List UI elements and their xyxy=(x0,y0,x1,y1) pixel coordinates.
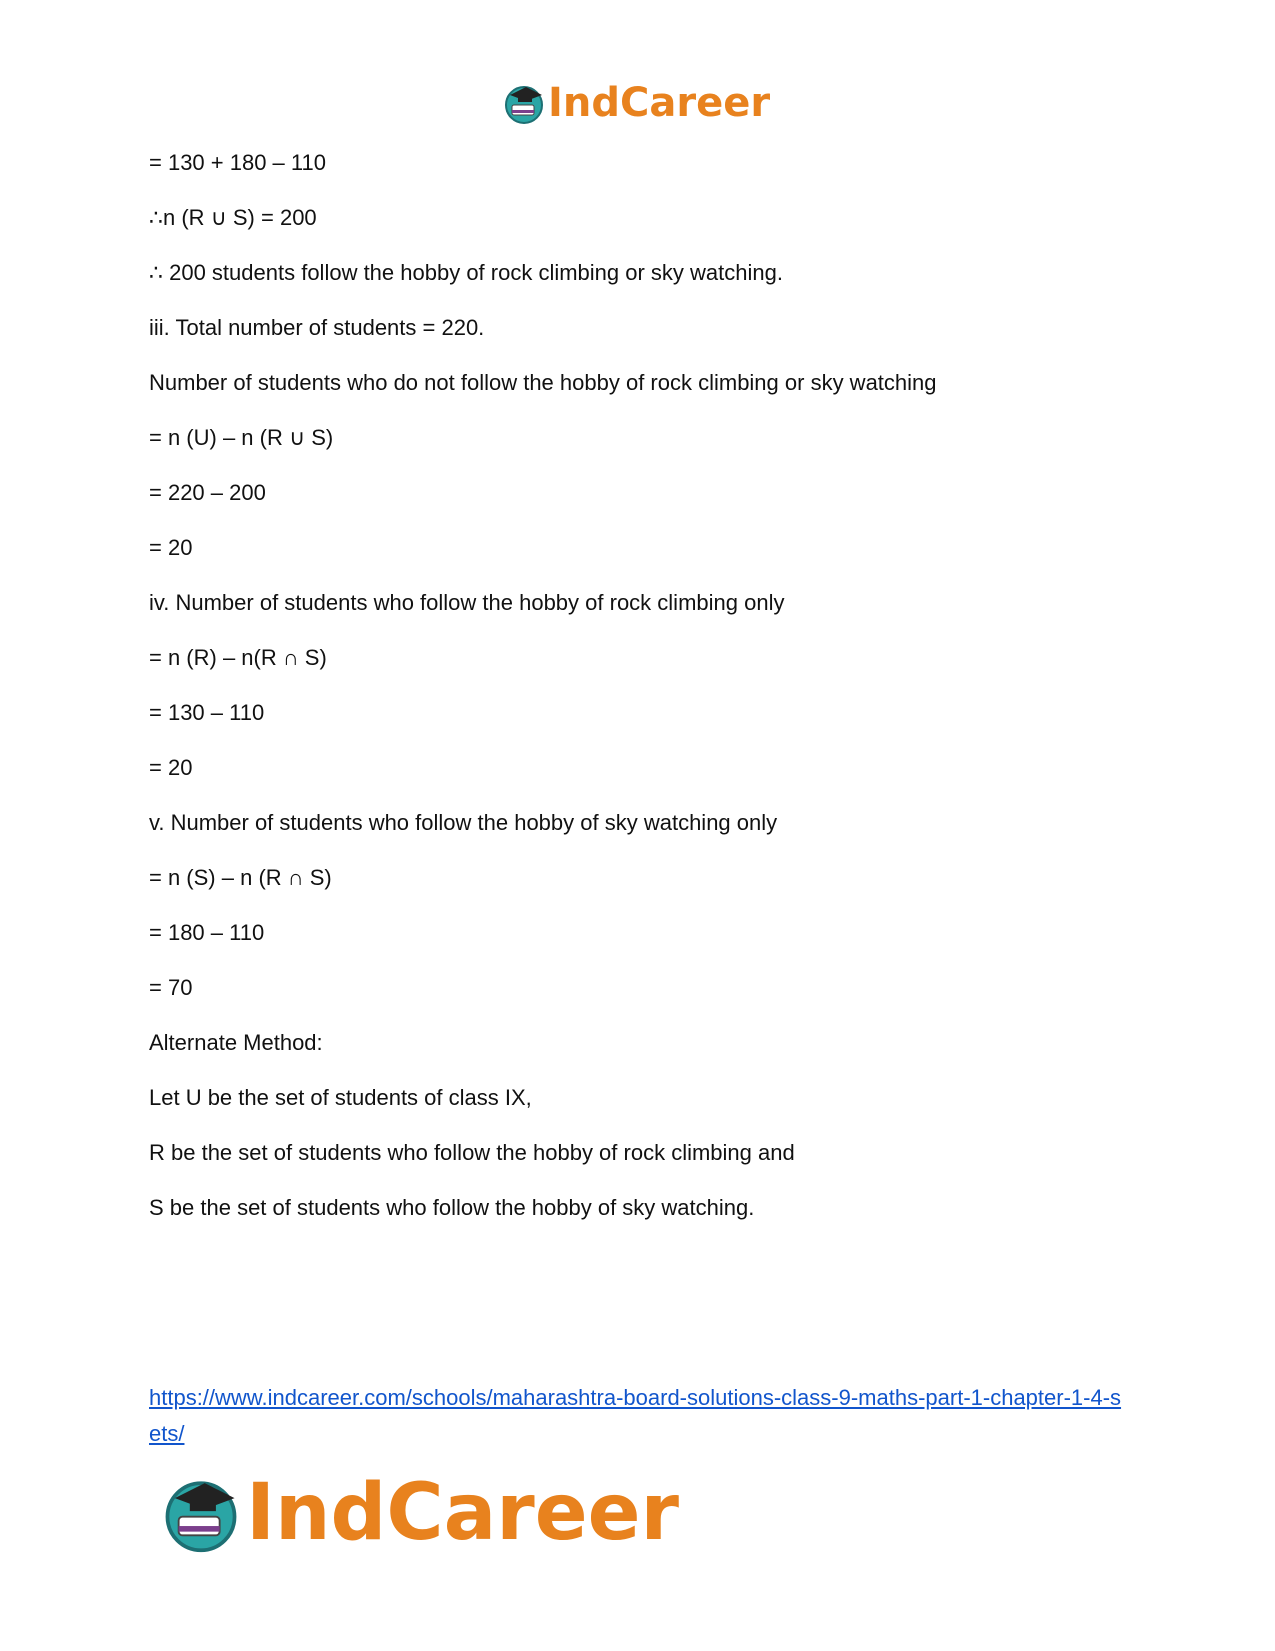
text-line: = 20 xyxy=(149,755,193,780)
footer-logo xyxy=(160,1468,679,1558)
text-line: = 130 – 110 xyxy=(149,700,265,725)
text-line: Let U be the set of students of class IX, xyxy=(149,1085,532,1110)
text-line: Number of students who do not follow the hobby of rock climbing or sky watching xyxy=(149,370,937,395)
text-line: = n (S) – n (R ∩ S) xyxy=(149,865,332,890)
logo-wordmark: IndCareer xyxy=(548,80,771,126)
text-line: = n (R) – n(R ∩ S) xyxy=(149,645,327,670)
text-line: R be the set of students who follow the hobby of rock climbing and xyxy=(149,1140,795,1165)
text-line: iv. Number of students who follow the hobby of rock climbing only xyxy=(149,590,785,615)
graduation-globe-icon xyxy=(502,81,546,125)
footer-url-link[interactable]: https://www.indcareer.com/schools/maharashtra-board-solutions-class-9-maths-part-1-chapter-1-4-sets/ xyxy=(149,1385,1122,1446)
text-line: S be the set of students who follow the hobby of sky watching. xyxy=(149,1195,755,1220)
text-line: Alternate Method: xyxy=(149,1030,323,1055)
text-line: = 180 – 110 xyxy=(149,920,265,945)
text-line: = 130 + 180 – 110 xyxy=(149,150,326,175)
document-body xyxy=(149,150,1149,1250)
text-line: ∴n (R ∪ S) = 200 xyxy=(149,205,317,230)
text-line: iii. Total number of students = 220. xyxy=(149,315,485,340)
header-logo xyxy=(502,78,770,128)
logo-wordmark: IndCareer xyxy=(246,1468,679,1558)
text-line: = n (U) – n (R ∪ S) xyxy=(149,425,334,450)
text-line: v. Number of students who follow the hobby of sky watching only xyxy=(149,810,778,835)
text-line: ∴ 200 students follow the hobby of rock climbing or sky watching. xyxy=(149,260,783,285)
text-line: = 220 – 200 xyxy=(149,480,266,505)
graduation-globe-icon xyxy=(160,1472,242,1554)
text-line: = 70 xyxy=(149,975,193,1000)
text-line: = 20 xyxy=(149,535,193,560)
